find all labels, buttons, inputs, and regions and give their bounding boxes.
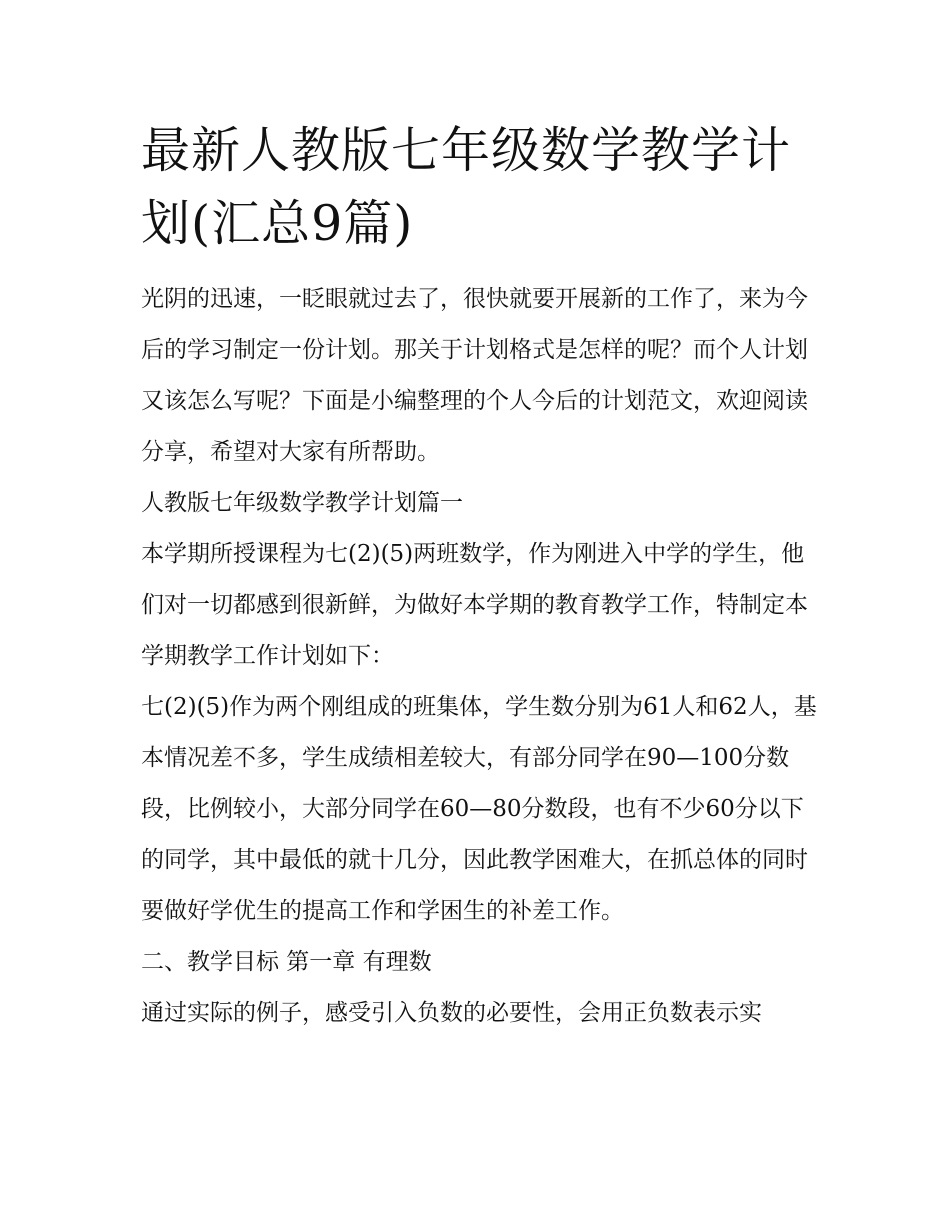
teaching-goals-heading: 二、教学目标 第一章 有理数 xyxy=(141,949,432,975)
paragraph-rational-numbers: 通过实际的例子，感受引入负数的必要性，会用正负数表示实 xyxy=(141,1000,762,1026)
paragraph-course-info: 本学期所授课程为七(2)(5)两班数学，作为刚进入中学的学生，他们对一切都感到很新鲜，为做好本学期的教育教学工作，特制定本学期教学工作计划如下： xyxy=(141,541,808,669)
section-heading: 人教版七年级数学教学计划篇一 xyxy=(141,490,463,516)
document-title: 最新人教版七年级数学教学计划(汇总9篇) xyxy=(141,122,792,252)
intro-paragraph: 光阴的迅速，一眨眼就过去了，很快就要开展新的工作了，来为今后的学习制定一份计划。那关于计划格式是怎样的呢？而个人计划又该怎么写呢？下面是小编整理的个人今后的计划范文，欢迎阅读分享，希望对大家有所帮助。 xyxy=(141,286,808,465)
document-body xyxy=(141,114,821,1039)
paragraph-class-situation: 七(2)(5)作为两个刚组成的班集体，学生数分别为61人和62人，基本情况差不多，学生成绩相差较大，有部分同学在90—100分数段，比例较小，大部分同学在60—80分数段，也有不少60分以下的同学，其中最低的就十几分，因此教学困难大，在抓总体的同时要做好学优生的提高工作和学困生的补差工作。 xyxy=(141,694,817,924)
